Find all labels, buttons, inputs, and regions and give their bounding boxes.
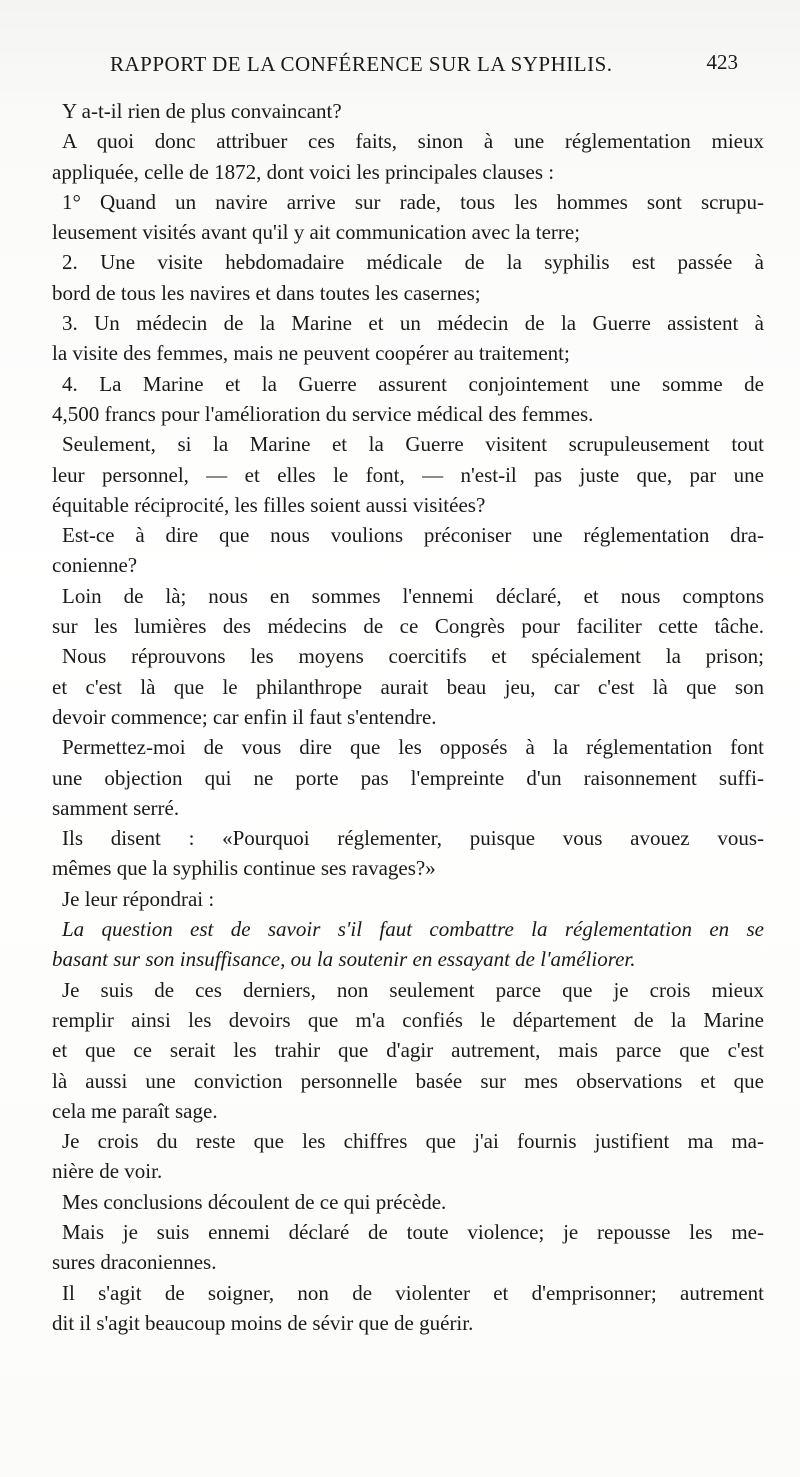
text-line: Je leur répondrai : [62, 886, 215, 911]
page-header [110, 44, 738, 84]
text-line: Je suis de ces derniers, non seulement parce que je crois mieux [62, 977, 764, 1002]
text-line: équitable réciprocité, les filles soient aussi visitées? [52, 492, 486, 517]
text-line: Je crois du reste que les chiffres que j'ai fournis justifient ma ma- [62, 1129, 764, 1154]
text-line: Mes conclusions découlent de ce qui précède. [62, 1189, 447, 1214]
body-text [52, 96, 764, 1338]
text-line: une objection qui ne porte pas l'empreinte d'un raisonnement suffi- [52, 765, 764, 790]
text-line: Seulement, si la Marine et la Guerre visitent scrupuleusement tout [62, 432, 764, 457]
text-line: samment serré. [52, 795, 180, 820]
text-line: là aussi une conviction personnelle basée sur mes observations et que [52, 1068, 764, 1093]
page-number: 423 [706, 50, 738, 74]
text-line: 1° Quand un navire arrive sur rade, tous les hommes sont scrupu- [62, 189, 764, 214]
text-line: Est-ce à dire que nous voulions préconiser une réglementation dra- [62, 523, 764, 548]
text-line: Loin de là; nous en sommes l'ennemi déclaré, et nous comptons [62, 583, 764, 608]
text-line: mêmes que la syphilis continue ses ravages?» [52, 856, 436, 881]
text-line: 4. La Marine et la Guerre assurent conjointement une somme de [62, 371, 764, 396]
text-line: 4,500 francs pour l'amélioration du service médical des femmes. [52, 401, 594, 426]
text-line: Y a-t-il rien de plus convaincant? [62, 99, 342, 123]
text-line: leusement visités avant qu'il y ait communication avec la terre; [52, 220, 581, 245]
text-line: Ils disent : «Pourquoi réglementer, puisque vous avouez vous- [62, 826, 764, 851]
text-line: leur personnel, — et elles le font, — n'est-il pas juste que, par une [52, 462, 764, 487]
text-line: A quoi donc attribuer ces faits, sinon à une réglementation mieux [62, 129, 764, 154]
text-line: Nous réprouvons les moyens coercitifs et spécialement la prison; [62, 644, 764, 669]
text-line: Permettez-moi de vous dire que les opposés à la réglementation font [62, 735, 764, 760]
text-line: et que ce serait les trahir que d'agir autrement, mais parce que c'est [52, 1038, 764, 1063]
text-line: sur les lumières des médecins de ce Congrès pour faciliter cette tâche. [52, 614, 764, 639]
text-line: 2. Une visite hebdomadaire médicale de la syphilis est passée à [62, 250, 764, 275]
text-line: conienne? [52, 553, 138, 578]
text-line: La question est de savoir s'il faut combattre la réglementation en se [62, 917, 764, 942]
text-line: nière de voir. [52, 1159, 163, 1184]
text-line: et c'est là que le philanthrope aurait beau jeu, car c'est là que son [52, 674, 764, 699]
text-line: sures draconiennes. [52, 1250, 217, 1275]
text-line: remplir ainsi les devoirs que m'a confiés le département de la Marine [52, 1007, 764, 1032]
text-line: Il s'agit de soigner, non de violenter et d'emprisonner; autrement [62, 1280, 764, 1305]
text-line: Mais je suis ennemi déclaré de toute violence; je repousse les me- [62, 1219, 764, 1244]
text-line: basant sur son insuffisance, ou la soutenir en essayant de l'améliorer. [52, 947, 636, 972]
text-line: dit il s'agit beaucoup moins de sévir que de guérir. [52, 1310, 474, 1335]
text-line: cela me paraît sage. [52, 1098, 218, 1123]
text-line: la visite des femmes, mais ne peuvent coopérer au traitement; [52, 341, 570, 366]
text-line: appliquée, celle de 1872, dont voici les principales clauses : [52, 159, 555, 184]
text-line: bord de tous les navires et dans toutes les casernes; [52, 280, 481, 305]
text-line: devoir commence; car enfin il faut s'entendre. [52, 704, 437, 729]
text-line: 3. Un médecin de la Marine et un médecin de la Guerre assistent à [62, 311, 764, 336]
running-title: RAPPORT DE LA CONFÉRENCE SUR LA SYPHILIS. [110, 52, 613, 76]
